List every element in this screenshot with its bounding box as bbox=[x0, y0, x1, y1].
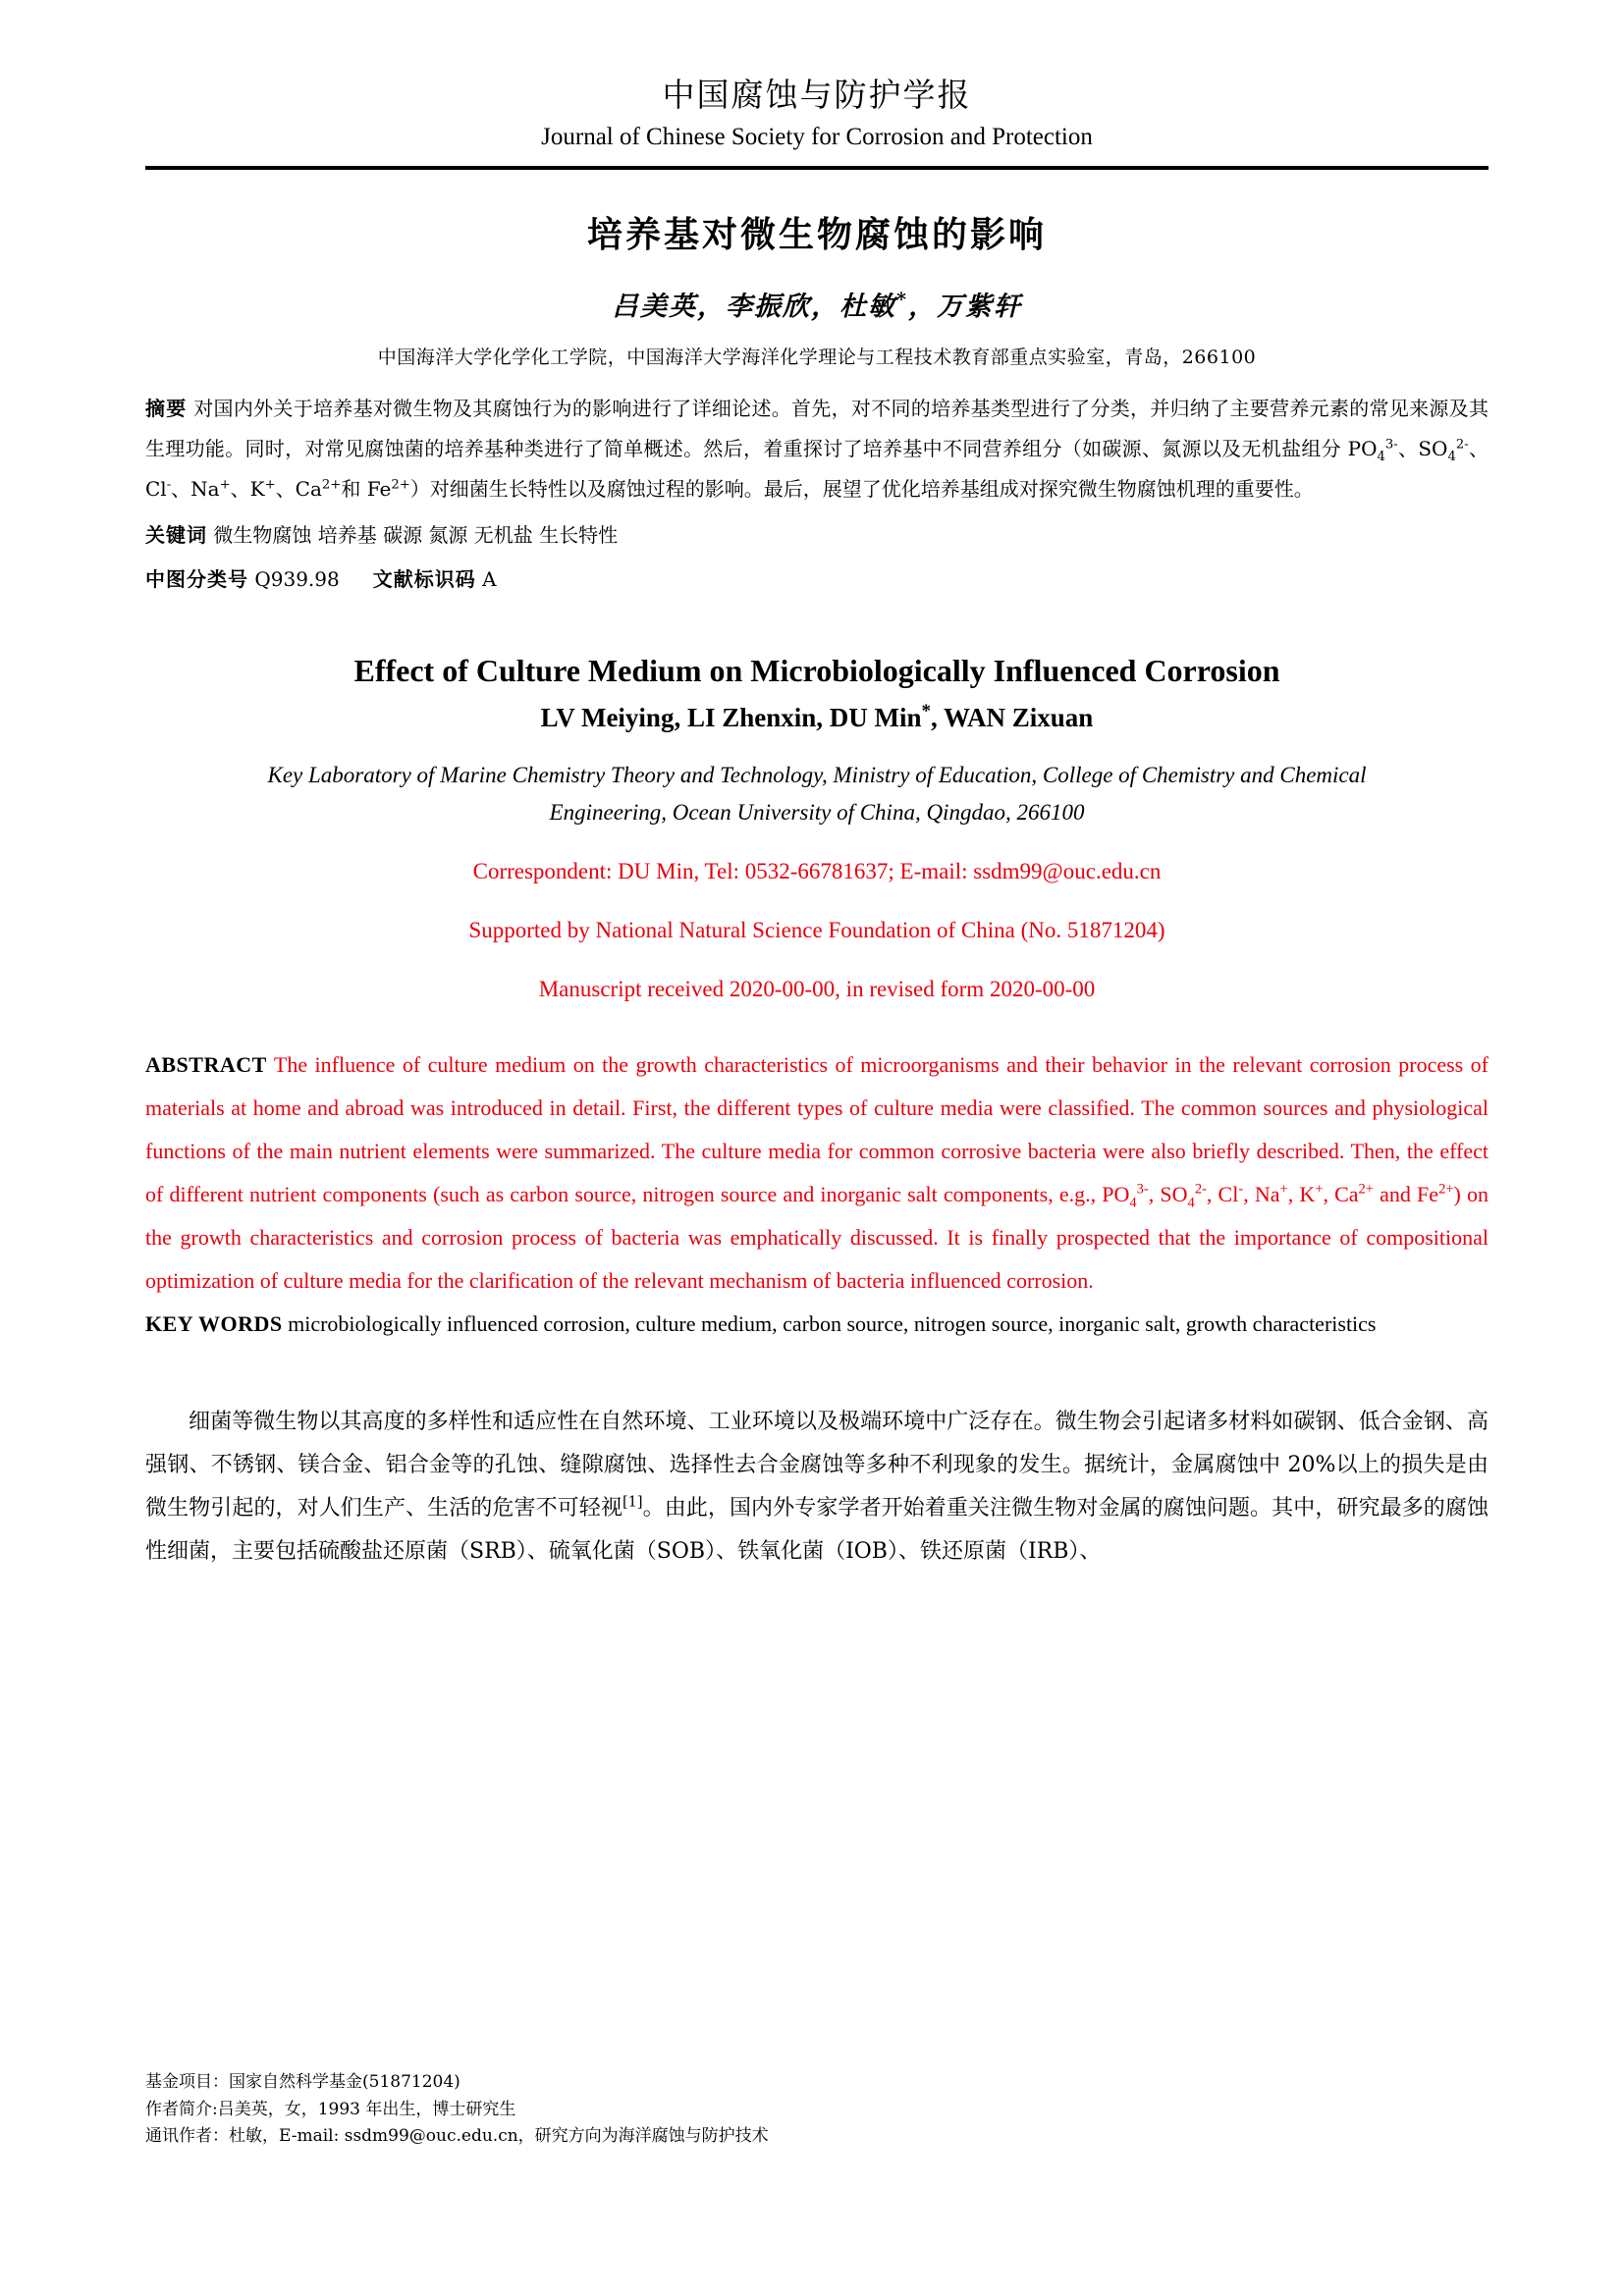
body-text-b: 。由此，国内外专家学者开始着重关注微生物对金属的腐蚀问题。其中，研究最多的腐蚀性细菌，主要包括硫酸盐还原菌（SRB）、硫氧化菌（SOB）、铁氧化菌（IOB）、铁还原菌（IRB）、 bbox=[145, 1496, 1489, 1565]
formula-so4-sup: 2- bbox=[1455, 437, 1469, 453]
footnote-funding: 基金项目：国家自然科学基金(51871204) bbox=[145, 2072, 460, 2092]
formula-k-sup-en: + bbox=[1315, 1181, 1324, 1198]
clc-label: 中图分类号 bbox=[145, 566, 248, 591]
formula-cl-sup: - bbox=[166, 477, 172, 493]
classification-line bbox=[145, 560, 1489, 600]
body-paragraph-1 bbox=[145, 1401, 1489, 1574]
article-title-chinese: 培养基对微生物腐蚀的影响 bbox=[586, 215, 1047, 255]
abstract-text-chinese-m4: 、K bbox=[230, 476, 265, 501]
abstract-text-chinese-a: 对国内外关于培养基对微生物及其腐蚀行为的影响进行了详细论述。首先，对不同的培养基类型进行了分类，并归纳了主要营养元素的常见来源及其生理功能。同时，对常见腐蚀菌的培养基种类进行了简单概述。然后，着重探讨了培养基中不同营养组分（如碳源、氮源以及无机盐组分 PO bbox=[145, 396, 1489, 460]
abstract-text-chinese-tail: ）对细菌生长特性以及腐蚀过程的影响。最后，展望了优化培养基组成对探究微生物腐蚀机理的重要性。 bbox=[409, 476, 1314, 501]
keywords-text-english: microbiologically influenced corrosion, culture medium, carbon source, nitrogen source, inorganic salt, growth characteristics bbox=[288, 1311, 1377, 1337]
author-names-english-tail: , WAN Zixuan bbox=[931, 703, 1094, 733]
abstract-text-english-m3: , Na bbox=[1243, 1182, 1280, 1207]
formula-so4-sup-en: 2- bbox=[1194, 1181, 1207, 1198]
formula-ca-sup: 2+ bbox=[321, 477, 342, 493]
abstract-english bbox=[145, 1043, 1489, 1303]
clc-value: Q939.98 bbox=[254, 566, 340, 591]
formula-so4-sub-en: 4 bbox=[1187, 1195, 1195, 1211]
formula-so4-sub: 4 bbox=[1447, 449, 1456, 464]
document-code-value: A bbox=[482, 566, 497, 591]
corresponding-author-marker-english: * bbox=[921, 701, 932, 722]
abstract-text-english-a: The influence of culture medium on the growth characteristics of microorganisms and their behavior in the relevant corrosion process of materials at home and abroad was introduced in detail. First, the different types of culture media were classified. The common sources and physiological functions of the main nutrient elements were summarized. The culture media for common corrosive bacteria were also briefly described. Then, the effect of different nutrient components (such as carbon source, nitrogen source and inorganic salt components, e.g., PO bbox=[145, 1052, 1489, 1207]
formula-fe-sup: 2+ bbox=[391, 477, 410, 493]
abstract-text-english-m4: , K bbox=[1287, 1182, 1316, 1207]
citation-ref-1: [1] bbox=[622, 1494, 643, 1511]
affiliation-english: Key Laboratory of Marine Chemistry Theory and Technology, Ministry of Education, College of Chemistry and Chemical Engineering, Ocean University of China, Qingdao, 266100 bbox=[267, 763, 1367, 826]
article-title-english: Effect of Culture Medium on Microbiologically Influenced Corrosion bbox=[353, 652, 1280, 688]
abstract-text-english-m6: and Fe bbox=[1373, 1182, 1439, 1207]
abstract-text-chinese-m5: 、Ca bbox=[275, 476, 322, 501]
journal-title-chinese: 中国腐蚀与防护学报 bbox=[662, 76, 972, 114]
author-names-chinese: 吕美英，李振欣，杜敏 bbox=[612, 291, 897, 322]
author-names-chinese-tail: ，万紫轩 bbox=[907, 291, 1022, 322]
abstract-text-english-m1: , SO bbox=[1148, 1182, 1188, 1207]
abstract-text-chinese-m1: 、SO bbox=[1397, 436, 1448, 460]
keywords-english bbox=[145, 1303, 1489, 1346]
abstract-text-english-m5: , Ca bbox=[1323, 1182, 1359, 1207]
page-content bbox=[145, 0, 1489, 1574]
abstract-text-chinese-m2: 、Cl bbox=[145, 436, 1489, 501]
formula-po4-sub: 4 bbox=[1377, 449, 1385, 464]
formula-ca-sup-en: 2+ bbox=[1358, 1181, 1374, 1198]
corresponding-author-marker-chinese: * bbox=[896, 288, 908, 310]
footnote-author-bio: 作者简介:吕美英，女，1993 年出生，博士研究生 bbox=[145, 2099, 516, 2119]
formula-k-sup: + bbox=[264, 477, 276, 493]
journal-title-english: Journal of Chinese Society for Corrosion and Protection bbox=[541, 124, 1093, 151]
author-list-chinese bbox=[145, 285, 1489, 323]
author-list-english bbox=[145, 701, 1489, 733]
document-code-label: 文献标识码 bbox=[372, 566, 476, 591]
page-footnote bbox=[145, 2069, 1489, 2151]
abstract-text-chinese-m6: 和 Fe bbox=[341, 476, 392, 501]
formula-po4-sup-en: 3- bbox=[1136, 1181, 1149, 1198]
journal-masthead bbox=[145, 0, 1489, 154]
keywords-text-chinese: 微生物腐蚀 培养基 碳源 氮源 无机盐 生长特性 bbox=[213, 522, 619, 547]
formula-cl-sup-en: - bbox=[1238, 1181, 1244, 1198]
abstract-chinese bbox=[145, 389, 1489, 509]
abstract-label-chinese: 摘要 bbox=[145, 396, 188, 420]
abstract-text-chinese-m3: 、Na bbox=[171, 476, 220, 501]
formula-fe-sup-en: 2+ bbox=[1438, 1181, 1454, 1198]
keywords-label-chinese: 关键词 bbox=[145, 522, 207, 547]
author-names-english: LV Meiying, LI Zhenxin, DU Min bbox=[540, 703, 922, 733]
correspondent-line: Correspondent: DU Min, Tel: 0532-66781637; E-mail: ssdm99@ouc.edu.cn bbox=[472, 859, 1162, 884]
funding-support-line: Supported by National Natural Science Foundation of China (No. 51871204) bbox=[468, 918, 1165, 943]
body-text-a: 细菌等微生物以其高度的多样性和适应性在自然环境、工业环境以及极端环境中广泛存在。微生物会引起诸多材料如碳钢、低合金钢、高强钢、不锈钢、镁合金、铝合金等的孔蚀、缝隙腐蚀、选择性去合金腐蚀等多种不利现象的发生。据统计，金属腐蚀中 20%以上的损失是由微生物引起的，对人们生产、生活的危害不可轻视 bbox=[145, 1410, 1489, 1522]
formula-na-sup-en: + bbox=[1279, 1181, 1288, 1198]
masthead-divider bbox=[145, 166, 1489, 170]
abstract-text-english-tail: ) on the growth characteristics and corrosion process of bacteria was emphatically discussed. It is finally prospected that the importance of compositional optimization of culture media for the clarification of the relevant mechanism of bacteria influenced corrosion. bbox=[145, 1182, 1489, 1294]
manuscript-dates-line: Manuscript received 2020-00-00, in revised form 2020-00-00 bbox=[538, 977, 1096, 1002]
formula-na-sup: + bbox=[219, 477, 231, 493]
keywords-chinese bbox=[145, 515, 1489, 556]
formula-po4-sub-en: 4 bbox=[1129, 1195, 1137, 1211]
formula-po4-sup: 3- bbox=[1384, 437, 1398, 453]
footnote-corresponding-author: 通讯作者：杜敏，E-mail: ssdm99@ouc.edu.cn，研究方向为海洋腐蚀与防护技术 bbox=[145, 2126, 769, 2147]
affiliation-chinese: 中国海洋大学化学化工学院，中国海洋大学海洋化学理论与工程技术教育部重点实验室，青岛，266100 bbox=[377, 346, 1257, 368]
abstract-text-english-m2: , Cl bbox=[1206, 1182, 1239, 1207]
keywords-label-english: KEY WORDS bbox=[145, 1311, 283, 1337]
abstract-label-english: ABSTRACT bbox=[145, 1052, 267, 1078]
